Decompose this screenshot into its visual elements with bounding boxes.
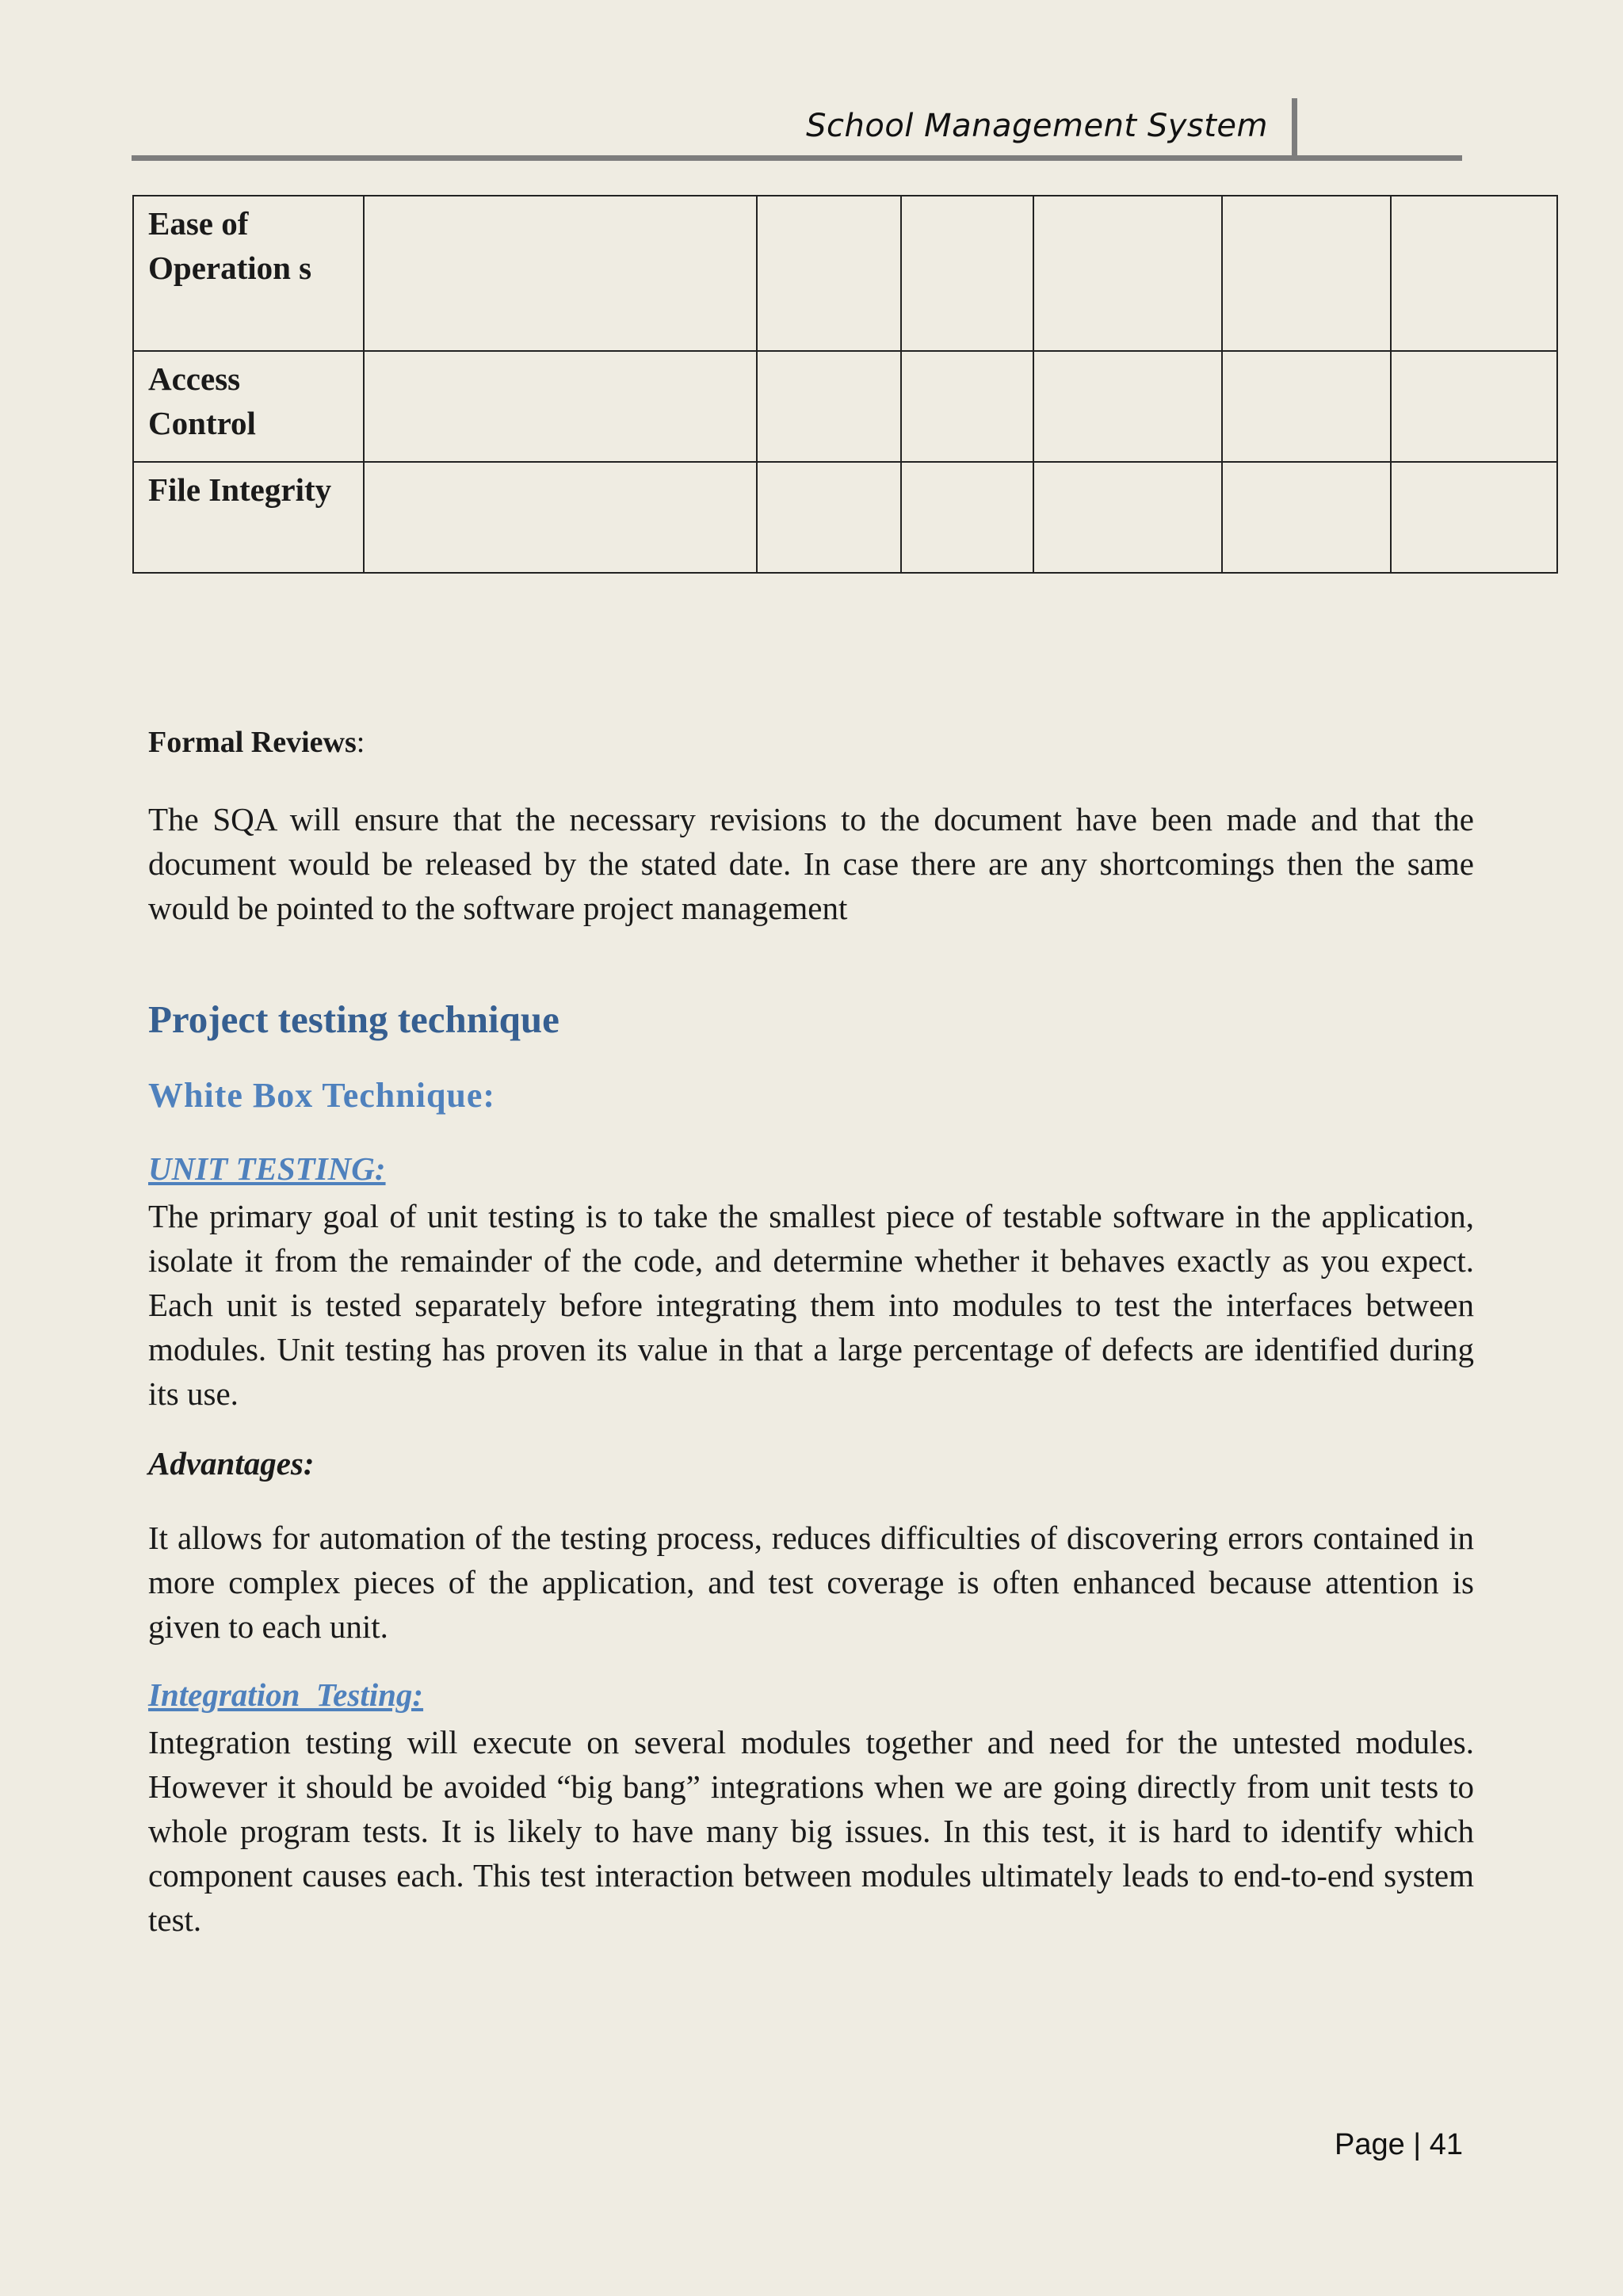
white-box-heading: White Box Technique: — [148, 1076, 496, 1115]
table-cell — [757, 196, 901, 351]
table-cell — [901, 351, 1033, 462]
table-cell — [757, 462, 901, 573]
table-cell — [364, 462, 757, 573]
table-cell — [1222, 462, 1391, 573]
table-cell — [364, 351, 757, 462]
advantages-heading: Advantages: — [148, 1445, 315, 1482]
table-cell — [1222, 196, 1391, 351]
table-cell — [757, 351, 901, 462]
unit-testing-paragraph: The primary goal of unit testing is to take the smallest piece of testable software in the application, isolate it from the remainder of the code, and determine whether it behaves exactly as you expect. Each unit is tested separately before integrating them into modules to test the interfaces between modules. Unit testing has proven its value in that a large percentage of defects are identified during its use. — [148, 1198, 1474, 1412]
table-cell — [1222, 351, 1391, 462]
formal-reviews-heading-text: Formal Reviews — [148, 726, 357, 759]
formal-reviews-heading — [148, 725, 365, 760]
table-cell — [1391, 351, 1557, 462]
advantages-paragraph: It allows for automation of the testing process, reduces difficulties of discovering errors contained in more complex pieces of the application, and test coverage is often enhanced because attention is given to each unit. — [148, 1520, 1474, 1645]
table-cell — [1033, 351, 1222, 462]
table-row — [133, 196, 1557, 351]
formal-reviews-paragraph: The SQA will ensure that the necessary revisions to the document have been made and that the document would be released by the stated date. In case there are any shortcomings then the same would be pointed to the software project management — [148, 801, 1474, 926]
page-number: Page | 41 — [1334, 2128, 1463, 2161]
table-cell — [1033, 196, 1222, 351]
table-cell — [901, 462, 1033, 573]
header-vertical-bar — [1292, 98, 1297, 157]
unit-testing-heading: UNIT TESTING: — [148, 1150, 386, 1187]
table-cell — [364, 196, 757, 351]
project-testing-heading: Project testing technique — [148, 997, 559, 1041]
table-row — [133, 351, 1557, 462]
table-cell — [1391, 196, 1557, 351]
formal-reviews-heading-colon: : — [356, 726, 365, 759]
table-row-label: Ease of Operation s — [133, 196, 364, 351]
table-cell — [1391, 462, 1557, 573]
running-header-title: School Management System — [806, 108, 1268, 144]
integration-testing-paragraph: Integration testing will execute on several modules together and need for the untested modules. However it should be avoided “big bang” integrations when we are going directly from unit tests to whole program tests. It is likely to have many big issues. In this test, it is hard to identify which component causes each. This test interaction between modules ultimately leads to end-to-end system test. — [148, 1724, 1474, 1938]
table-row-label: File Integrity — [133, 462, 364, 573]
criteria-table — [132, 195, 1558, 574]
table-cell — [1033, 462, 1222, 573]
table-cell — [901, 196, 1033, 351]
header-rule — [132, 155, 1462, 161]
integration-testing-heading: Integration Testing: — [148, 1676, 424, 1713]
table-row — [133, 462, 1557, 573]
table-row-label: Access Control — [133, 351, 364, 462]
